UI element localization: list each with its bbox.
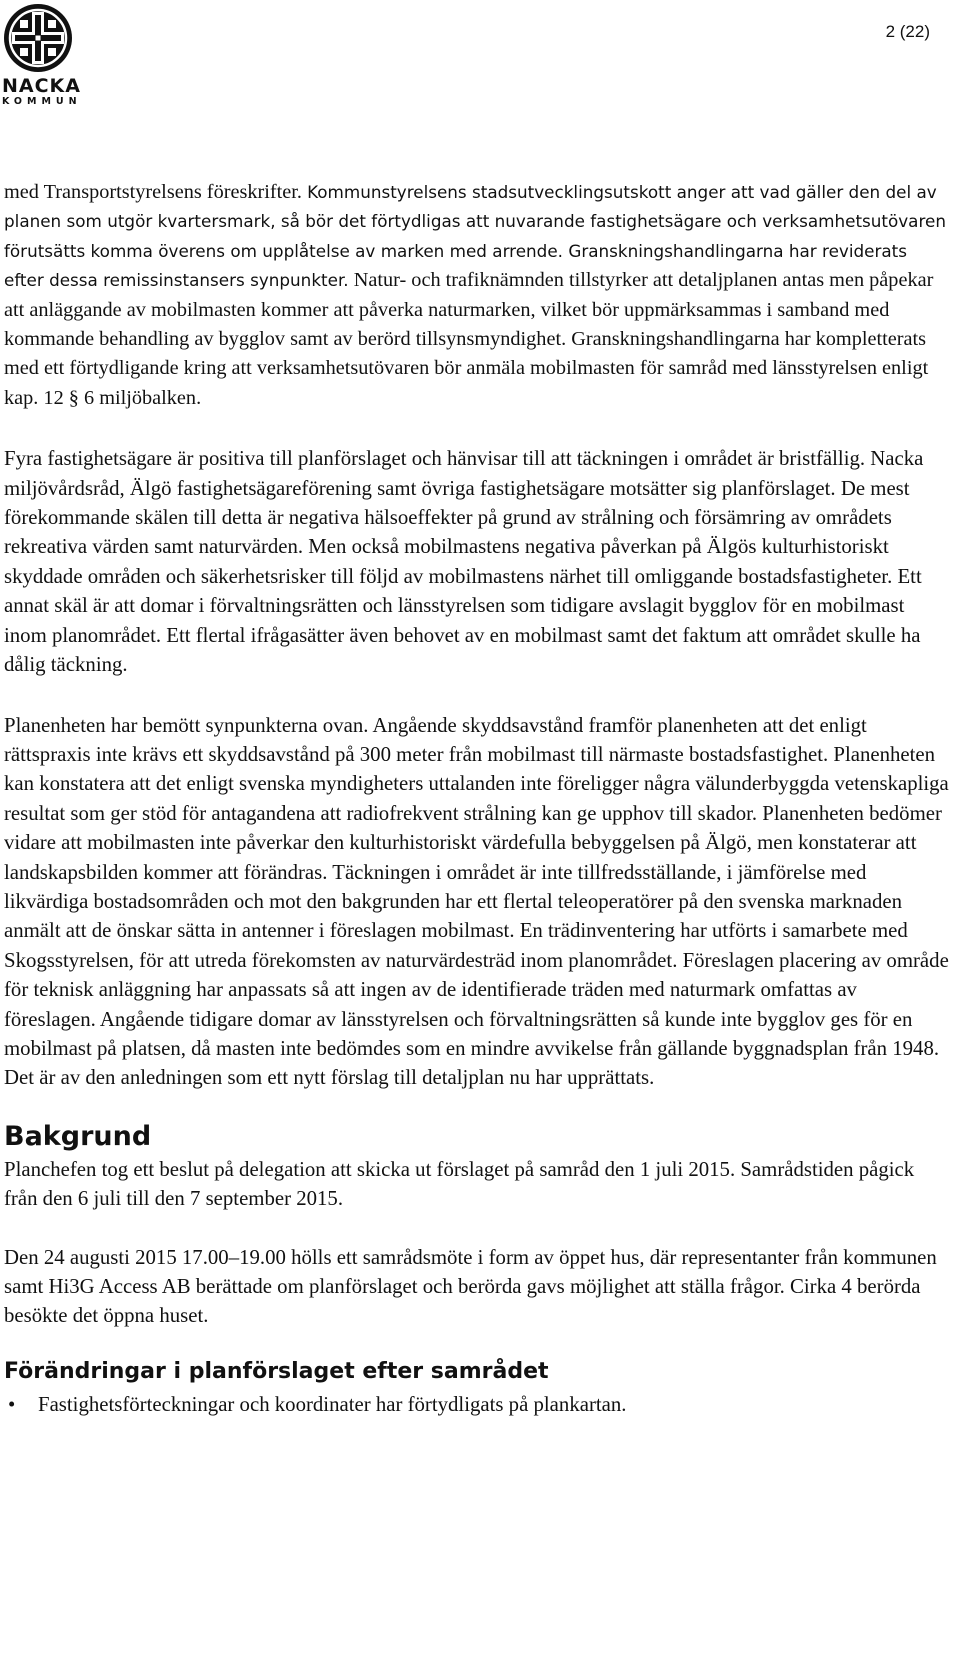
list-item (4, 1390, 952, 1419)
paragraph-segment: Kommunstyrelsens stadsutvecklingsutskott anger att vad gäller den del av planen som utgör kvartersmark, så bör det förtydligas att nuvarande fastighetsägare och verksamhetsutövaren förutsätts komma överens om upplåtelse av marken med arrende. Granskningshandlingarna har reviderats efter dessa remissinstansers synpunkter. (4, 182, 946, 291)
heading-bakgrund: Bakgrund (4, 1120, 152, 1152)
logo-subtitle: KOMMUN (2, 96, 82, 107)
paragraph-remiss-summary (4, 178, 952, 413)
document-body (4, 178, 952, 1419)
paragraph-fastighetsagare-views: Fyra fastighetsägare är positiva till planförslaget och hänvisar till att täckningen i området är bristfällig. Nacka miljövårdsråd, Älgö fastighetsägareförening samt övriga fastighetsägare motsätter sig planförslaget. De mest förekommande skälen till detta är negativa hälsoeffekter på grund av strålning och försämring av områdets rekreativa värden samt naturvärden. Men också mobilmastens negativa påverkan på Älgös kulturhistoriskt skyddade områden och säkerhetsrisker till följd av mobilmastens närhet till omliggande bostadsfastigheter. Ett annat skäl är att domar i förvaltningsrätten och länsstyrelsen som tidigare avslagit bygglov för en mobilmast inom planområdet. Ett flertal ifrågasätter även behovet av en mobilmast samt det faktum att området skulle ha dålig täckning. (4, 447, 924, 677)
page-number: 2 (22) (885, 22, 930, 41)
list-item-text: Fastighetsförteckningar och koordinater har förtydligats på plankartan. (38, 1392, 627, 1416)
changes-list (4, 1390, 952, 1419)
paragraph-samradsmote: Den 24 augusti 2015 17.00–19.00 hölls ett samrådsmöte i form av öppet hus, där representanter från kommunen samt Hi3G Access AB berättade om planförslaget och berörda gavs möjlighet att ställa frågor. Cirka 4 berörda besökte det öppna huset. (4, 1245, 937, 1328)
heading-forandringar: Förändringar i planförslaget efter samrådet (4, 1358, 549, 1384)
paragraph-planenheten-response: Planenheten har bemött synpunkterna ovan. Angående skyddsavstånd framför planenheten att det enligt rättspraxis inte krävs ett skyddsavstånd på 300 meter från mobilmast till närmaste bostadsfastighet. Planenheten kan konstatera att det enligt svenska myndigheters uttalanden inte föreligger några välunderbyggda vetenskapliga resultat som ger stöd för antagandena att radiofrekvent strålning kan ge upphov till skador. Planenheten bedömer vidare att mobilmasten inte påverkar den kulturhistoriskt värdefulla bebyggelsen på Älgö, men konstaterar att landskapsbilden kommer att förändras. Täckningen i området är inte tillfredsställande, i jämförelse med likvärdiga bostadsområden och mot den bakgrunden har ett flertal teleoperatörer på den svenska marknaden anmält att de önskar sätta in antenner i föreslagen mobilmast. En trädinventering har utförts i samarbete med Skogsstyrelsen, för att utreda förekomsten av naturvärdesträd inom planområdet. Föreslagen placering av område för teknisk anläggning har anpassats så att ingen av de identifierade träden med naturmark omfattas av föreslagen. Angående tidigare domar av länsstyrelsen och förvaltningsrätten så kunde inte bygglov ges för en mobilmast på platsen, då masten inte bedömdes som en mindre avvikelse från gällande byggnadsplan från 1948. Det är av den anledningen som ett nytt förslag till detaljplan nu har upprättats. (4, 713, 949, 1090)
bullet-marker: • (8, 1392, 16, 1416)
paragraph-samrad-dates: Planchefen tog ett beslut på delegation att skicka ut förslaget på samråd den 1 juli 2015. Samrådstiden pågick från den 6 juli till den 7 september 2015. (4, 1157, 915, 1211)
nacka-kommun-logo (2, 2, 110, 107)
paragraph-segment: Natur- och trafiknämnden tillstyrker att detaljplanen antas men påpekar att anläggande av mobilmasten kommer att påverka naturmarken, vilket bör uppmärksammas i samband med kommande behandling av bygglov samt av berörd tillsynsmyndighet. Granskningshandlingarna har kompletterats med ett förtydligande kring att verksamhetsutövaren bör anmäla mobilmasten för samråd med länsstyrelsen enligt kap. 12 § 6 miljöbalken. (4, 269, 934, 409)
paragraph-segment: med Transportstyrelsens föreskrifter. (4, 181, 308, 203)
nacka-emblem-icon (2, 2, 74, 74)
logo-name: NACKA (2, 75, 81, 97)
